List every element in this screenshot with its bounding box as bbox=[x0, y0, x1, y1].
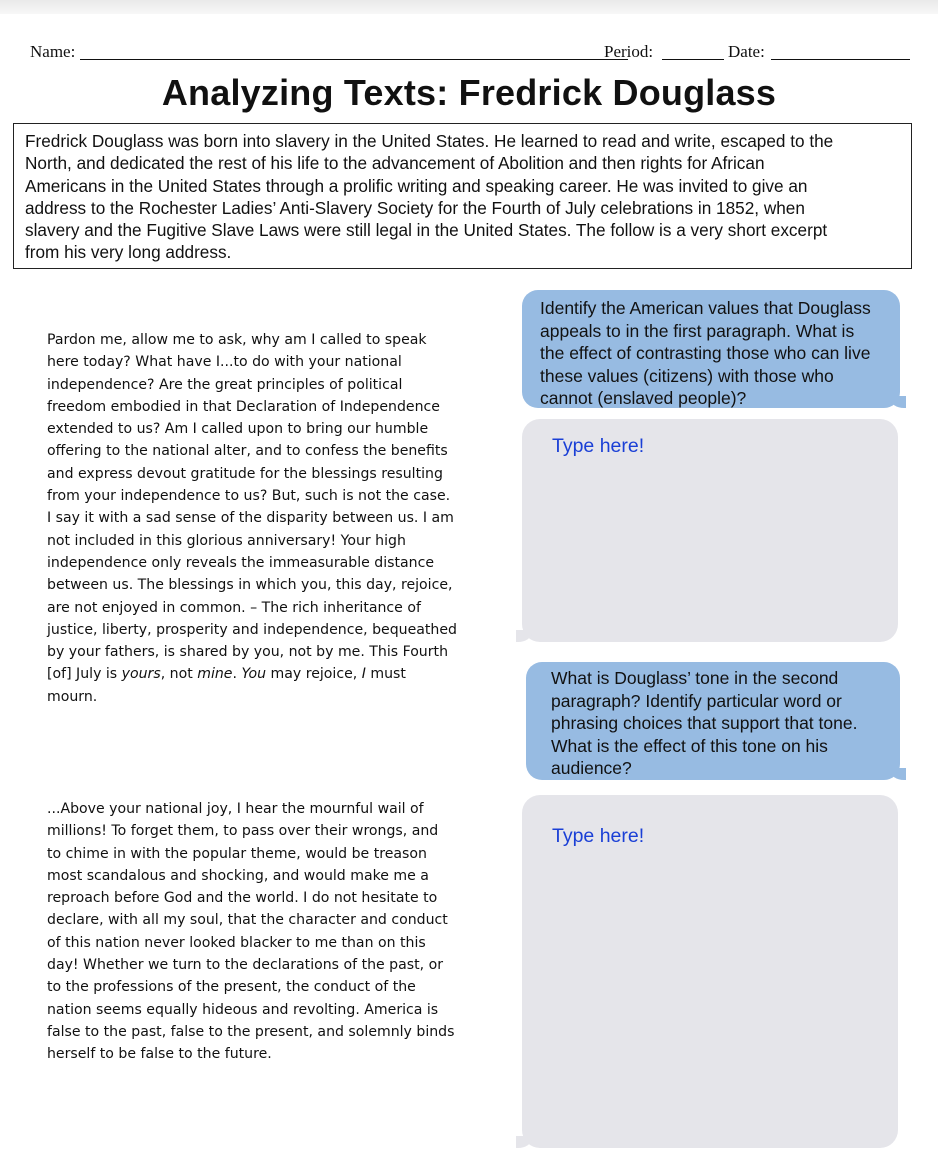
question-bubble-2 bbox=[526, 662, 900, 780]
excerpt-line: mourn. bbox=[47, 688, 98, 705]
question-line: these values (citizens) with those who bbox=[540, 365, 834, 386]
excerpt-line: between us. The blessings in which you, this day, rejoice, bbox=[47, 577, 453, 594]
date-label: Date: bbox=[728, 42, 765, 61]
question-line: paragraph? Identify particular word or bbox=[551, 690, 842, 711]
excerpt-line: false to the past, false to the present, and solemnly binds bbox=[47, 1023, 455, 1040]
italic-i: I bbox=[361, 666, 366, 683]
excerpt-line: to the professions of the present, the conduct of the bbox=[47, 979, 416, 996]
intro-line: slavery and the Fugitive Slave Laws were still legal in the United States. The follow is a very short excerpt bbox=[25, 220, 828, 241]
excerpt-line: from your independence to us? But, such is not the case. bbox=[47, 488, 451, 505]
intro-line: Fredrick Douglass was born into slavery in the United States. He learned to read and write, escaped to the bbox=[25, 131, 834, 151]
page-title: Analyzing Texts: Fredrick Douglass bbox=[161, 72, 777, 113]
period-blank-line[interactable] bbox=[662, 59, 724, 60]
answer-placeholder-2[interactable]: Type here! bbox=[552, 825, 645, 847]
top-edge-shadow bbox=[0, 0, 938, 14]
text-run: . bbox=[232, 666, 242, 683]
italic-you: You bbox=[241, 666, 267, 683]
excerpt-line: ...Above your national joy, I hear the mournful wail of bbox=[47, 801, 424, 817]
excerpt-line: most scandalous and shocking, and would make me a bbox=[47, 867, 429, 884]
excerpt-line: justice, liberty, prosperity and independence, bequeathed bbox=[47, 621, 457, 638]
excerpt-line: I say it with a sad sense of the disparity between us. I am bbox=[47, 510, 454, 527]
question-line: What is the effect of this tone on his bbox=[551, 735, 828, 756]
intro-line: address to the Rochester Ladies’ Anti-Slavery Society for the Fourth of July celebrations in 1852, when bbox=[25, 197, 805, 218]
italic-mine: mine bbox=[197, 666, 233, 683]
excerpt-line: millions! To forget them, to pass over their wrongs, and bbox=[47, 823, 439, 840]
intro-box bbox=[13, 123, 912, 269]
question-bubble-1 bbox=[522, 290, 900, 408]
text-run: , not bbox=[160, 666, 198, 683]
intro-line: from his very long address. bbox=[25, 242, 232, 263]
excerpt-line: are not enjoyed in common. – The rich inheritance of bbox=[47, 599, 421, 616]
excerpt-line: herself to be false to the future. bbox=[47, 1046, 272, 1063]
intro-line: Americans in the United States through a prolific writing and speaking career. He was invited to give an bbox=[25, 175, 808, 196]
excerpt-line: here today? What have I...to do with your national bbox=[47, 354, 402, 371]
excerpt-line: by your fathers, is shared by you, not by me. This Fourth bbox=[47, 644, 448, 661]
intro-line: North, and dedicated the rest of his life to the advancement of Abolition and then rights for African bbox=[25, 153, 765, 174]
excerpt-line: to chime in with the popular theme, would be treason bbox=[47, 845, 427, 862]
text-run: [of] July is bbox=[47, 666, 122, 683]
question-line: Identify the American values that Douglass bbox=[540, 298, 871, 318]
excerpt-line: extended to us? Am I called upon to bring our humble bbox=[47, 421, 429, 438]
excerpt-line: not included in this glorious anniversary! Your high bbox=[47, 532, 406, 549]
excerpt-line: freedom embodied in that Declaration of Independence bbox=[47, 398, 440, 415]
period-label: Period: bbox=[604, 42, 654, 61]
student-info-header bbox=[30, 42, 910, 64]
question-line: the effect of contrasting those who can live bbox=[540, 343, 871, 363]
excerpt-line: day! Whether we turn to the declarations of the past, or bbox=[47, 957, 444, 974]
excerpt-line: Pardon me, allow me to ask, why am I called to speak bbox=[47, 332, 427, 348]
question-line: audience? bbox=[551, 758, 632, 778]
name-blank-line[interactable] bbox=[80, 59, 628, 60]
name-label: Name: bbox=[30, 42, 76, 61]
excerpt-line: reproach before God and the world. I do not hesitate to bbox=[47, 890, 438, 907]
excerpt-paragraph-2 bbox=[47, 798, 497, 1066]
answer-placeholder-1[interactable]: Type here! bbox=[552, 435, 645, 457]
excerpt-line: nation seems equally hideous and revolting. America is bbox=[47, 1001, 439, 1018]
excerpt-line: independence? Are the great principles of political bbox=[47, 376, 403, 393]
excerpt-line: and express devout gratitude for the blessings resulting bbox=[47, 465, 443, 482]
answer-bubble-1[interactable] bbox=[522, 419, 898, 642]
date-blank-line[interactable] bbox=[771, 59, 910, 60]
excerpt-line-italic-mix bbox=[47, 663, 497, 685]
question-line: phrasing choices that support that tone. bbox=[551, 713, 858, 733]
excerpt-paragraph-1 bbox=[47, 329, 497, 708]
excerpt-line: declare, with all my soul, that the character and conduct bbox=[47, 912, 448, 929]
text-run: may rejoice, bbox=[266, 666, 362, 683]
text-run: must bbox=[365, 666, 406, 683]
italic-yours: yours bbox=[121, 666, 161, 683]
excerpt-line: independence only reveals the immeasurable distance bbox=[47, 554, 435, 571]
excerpt-line: offering to the national alter, and to confess the benefits bbox=[47, 443, 448, 460]
question-line: appeals to in the first paragraph. What is bbox=[540, 320, 855, 341]
excerpt-line: of this nation never looked blacker to me than on this bbox=[47, 934, 426, 951]
question-line: What is Douglass’ tone in the second bbox=[551, 668, 839, 688]
answer-bubble-2[interactable] bbox=[522, 795, 898, 1148]
question-line: cannot (enslaved people)? bbox=[540, 388, 747, 408]
